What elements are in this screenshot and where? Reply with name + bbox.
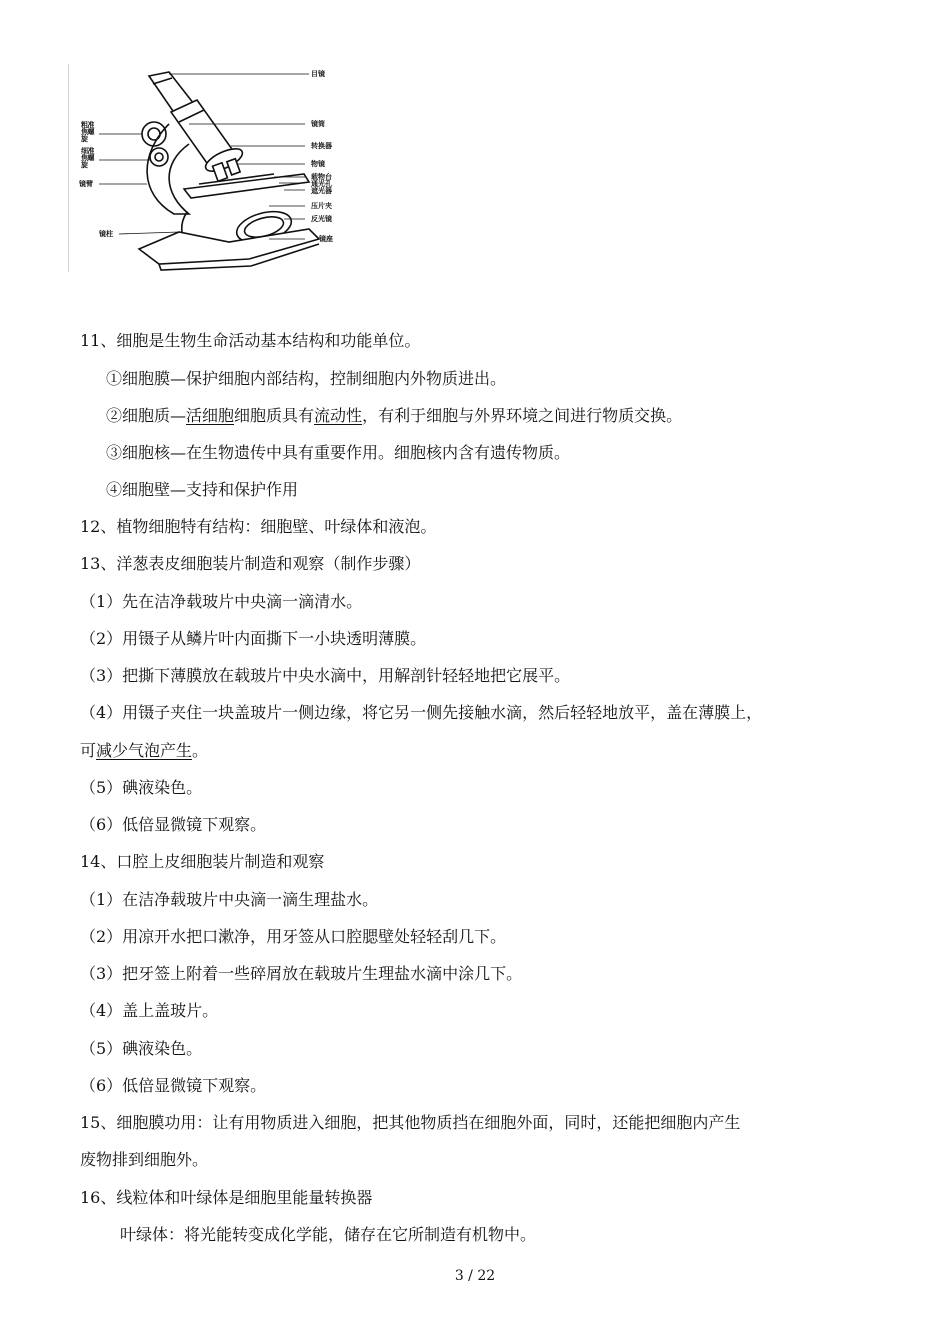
label-diaphragm: 遮光器 (311, 187, 332, 195)
text-line: 16、线粒体和叶绿体是细胞里能量转换器 (80, 1188, 373, 1207)
label-eyepiece: 目镜 (311, 70, 325, 78)
label-coarse: 粗准焦螺旋 (81, 121, 94, 143)
text-segment: ②细胞质— (106, 406, 187, 425)
label-aperture: 通光孔 (311, 180, 332, 188)
text-line: （1）先在洁净载玻片中央滴一滴清水。 (80, 592, 363, 611)
text-line (80, 741, 208, 761)
label-stage: 载物台 (311, 173, 332, 181)
text-line: （5）碘液染色。 (80, 778, 203, 797)
text-line: （4）盖上盖玻片。 (80, 1001, 219, 1020)
text-line: （2）用凉开水把口漱净，用牙签从口腔腮壁处轻轻刮几下。 (80, 927, 507, 946)
text-line: （3）把牙签上附着一些碎屑放在载玻片生理盐水滴中涂几下。 (80, 964, 523, 983)
text-line: （2）用镊子从鳞片叶内面撕下一小块透明薄膜。 (80, 629, 427, 648)
label-arm: 镜臂 (79, 180, 93, 188)
label-clip: 压片夹 (311, 202, 332, 210)
label-objective: 物镜 (311, 160, 325, 168)
text-segment: 细胞质具有 (234, 406, 315, 425)
microscope-drawing (69, 64, 350, 272)
text-segment: 。 (192, 741, 209, 760)
text-line: （1）在洁净载玻片中央滴一滴生理盐水。 (80, 890, 379, 909)
text-line: （6）低倍显微镜下观察。 (80, 815, 267, 834)
text-line: （6）低倍显微镜下观察。 (80, 1076, 267, 1095)
text-line: ④细胞壁—支持和保护作用 (106, 480, 299, 499)
text-line: ①细胞膜—保护细胞内部结构，控制细胞内外物质进出。 (106, 369, 507, 388)
text-segment: ，有利于细胞与外界环境之间进行物质交换。 (362, 406, 683, 425)
underlined-text: 流动性 (314, 406, 363, 425)
label-mirror: 反光镜 (311, 215, 332, 223)
label-tube: 镜筒 (311, 120, 325, 128)
label-fine: 细准焦螺旋 (81, 147, 94, 169)
text-line: 废物排到细胞外。 (80, 1150, 209, 1169)
text-segment: 可 (80, 741, 97, 760)
microscope-diagram (68, 64, 350, 272)
text-line: 14、口腔上皮细胞装片制造和观察 (80, 852, 325, 871)
text-line: （4）用镊子夹住一块盖玻片一侧边缘，将它另一侧先接触水滴，然后轻轻地放平，盖在薄膜上， (80, 703, 763, 722)
text-line: 叶绿体：将光能转变成化学能，储存在它所制造有机物中。 (120, 1225, 537, 1244)
page-number: 3 / 22 (454, 1268, 496, 1284)
text-line: 15、细胞膜功用：让有用物质进入细胞，把其他物质挡在细胞外面，同时，还能把细胞内产生 (80, 1113, 741, 1132)
label-pillar: 镜柱 (99, 230, 113, 238)
text-line: （3）把撕下薄膜放在载玻片中央水滴中，用解剖针轻轻地把它展平。 (80, 666, 571, 685)
text-line: （5）碘液染色。 (80, 1039, 203, 1058)
text-line: 13、洋葱表皮细胞装片制造和观察（制作步骤） (80, 554, 421, 573)
text-line: ③细胞核—在生物遗传中具有重要作用。细胞核内含有遗传物质。 (106, 443, 571, 462)
label-nosepiece: 转换器 (311, 142, 332, 150)
text-line: 12、植物细胞特有结构：细胞壁、叶绿体和液泡。 (80, 517, 437, 536)
underlined-text: 活细胞 (186, 406, 235, 425)
text-line: 11、细胞是生物生命活动基本结构和功能单位。 (80, 331, 421, 350)
text-line (106, 406, 682, 426)
underlined-text: 减少气泡产生 (96, 741, 193, 760)
label-base: 镜座 (319, 235, 333, 243)
